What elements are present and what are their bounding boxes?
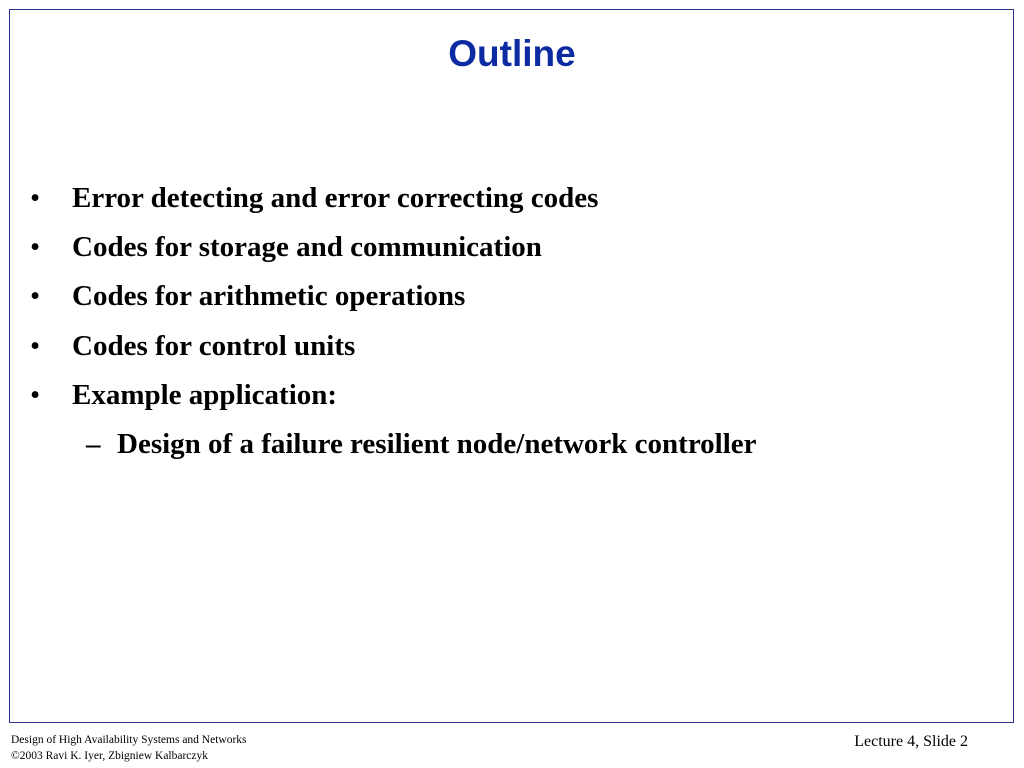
sub-bullet-item (30, 422, 757, 471)
bullet-text: Codes for control units (72, 329, 356, 362)
footer-course: Design of High Availability Systems and Networks (11, 734, 247, 746)
bullet-list (30, 176, 757, 471)
bullet-item (30, 274, 757, 323)
bullet-marker: • (30, 329, 41, 362)
sub-bullet-marker: – (86, 427, 101, 460)
footer-credits (11, 732, 247, 764)
bullet-item (30, 225, 757, 274)
bullet-marker: • (30, 182, 41, 214)
bullet-marker: • (30, 280, 41, 313)
bullet-text: Codes for storage and communication (72, 231, 542, 264)
slide-title: Outline (448, 33, 576, 74)
sub-bullet-text: Design of a failure resilient node/network controller (117, 427, 757, 460)
bullet-text: Example application: (72, 378, 338, 411)
bullet-text: Error detecting and error correcting codes (72, 182, 599, 214)
slide-number: Lecture 4, Slide 2 (854, 733, 968, 750)
bullet-marker: • (30, 378, 41, 411)
footer-copyright: ©2003 Ravi K. Iyer, Zbigniew Kalbarczyk (11, 750, 209, 762)
bullet-marker: • (30, 231, 41, 264)
bullet-item (30, 324, 757, 373)
bullet-item (30, 176, 757, 225)
bullet-text: Codes for arithmetic operations (72, 280, 466, 313)
bullet-item (30, 373, 757, 422)
